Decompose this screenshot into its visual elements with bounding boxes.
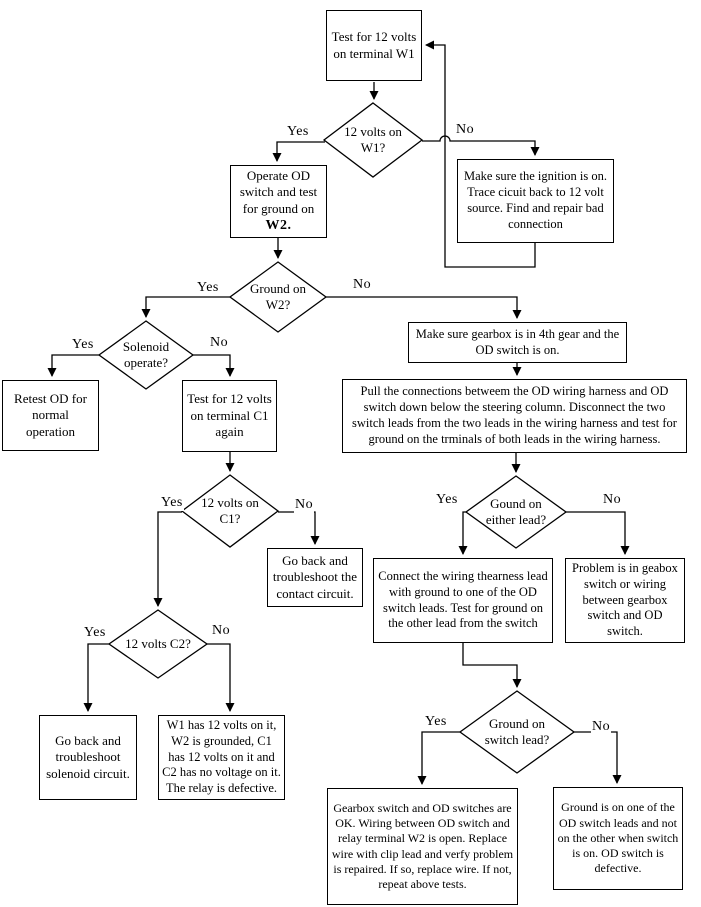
decision-ground-switch-label: Ground on switch lead? (484, 716, 550, 747)
node-test-c1-label: Test for 12 volts on terminal C1 again (187, 391, 272, 440)
edge-label-w1-no: No (456, 122, 475, 137)
edge-groundeither-yes (463, 512, 466, 554)
edge-c1-yes (158, 512, 182, 606)
edge-groundswitch-no (574, 732, 617, 783)
node-contact-circuit (267, 548, 363, 607)
edge-label-groundswitch-no: No (592, 719, 611, 734)
edge-connect-to-groundswitch (463, 643, 517, 687)
edge-groundswitch-yes (422, 732, 460, 784)
edge-groundeither-no (566, 512, 625, 554)
edge-c1-no (278, 512, 315, 544)
node-ignition-label: Make sure the ignition is on. Trace cicuit back to 12 volt source. Find and repair bad connection (463, 169, 608, 231)
node-contact-circuit-label: Go back and troubleshoot the contact circuit. (272, 552, 358, 601)
node-operate-od (230, 165, 327, 238)
edge-c2-yes (88, 644, 109, 711)
node-operate-od-terminal-label: W2. (265, 218, 292, 234)
edge-label-c1-yes: Yes (161, 495, 183, 510)
decision-solenoid-label: Solenoid operate? (122, 339, 170, 370)
node-retest-od-label: Retest OD for normal operation (14, 390, 87, 439)
edge-label-groundw2-no: No (353, 277, 372, 292)
edge-solenoid-no (193, 355, 230, 376)
node-relay-defective-label: W1 has 12 volts on it, W2 is grounded, C1 has 12 volts on it and C2 has no voltage on it. The relay is defective. (162, 717, 281, 796)
node-solenoid-circuit (39, 715, 137, 800)
edge-groundw2-yes (146, 297, 230, 317)
node-test-w1-label: Test for 12 volts on terminal W1 (331, 29, 417, 61)
edge-w1-no (422, 136, 535, 155)
edge-label-c1-no: No (295, 497, 314, 512)
node-gearbox-4th (408, 322, 627, 363)
node-retest-od (2, 380, 99, 451)
node-connect-harness (373, 558, 553, 643)
node-pull-connections-label: Pull the connections betweem the OD wiring harness and OD switch down below the steering column. Disconnect the two switch leads from the two leads in the wiring harness and test for ground on the trminals of both leads in the wiring harness. (352, 384, 677, 446)
edge-label-groundeither-yes: Yes (436, 492, 458, 507)
decision-12v-w1-label: 12 volts on W1? (344, 124, 402, 155)
decision-12v-c1-label: 12 volts on C1? (201, 495, 259, 526)
edge-label-groundswitch-yes: Yes (425, 714, 447, 729)
node-problem-gearbox (565, 558, 685, 643)
edge-c2-no (207, 644, 230, 711)
node-test-w1 (326, 10, 422, 81)
edge-label-solenoid-yes: Yes (72, 337, 94, 352)
node-test-c1 (182, 380, 277, 452)
node-gearbox-ok (327, 788, 518, 905)
node-pull-connections (342, 379, 687, 453)
edge-label-c2-yes: Yes (84, 625, 106, 640)
node-gearbox-4th-label: Make sure gearbox is in 4th gear and the OD switch is on. (415, 326, 620, 357)
node-od-defective-label: Ground is on one of the OD switch leads and not on the other when switch is on. OD switch is defective. (557, 800, 679, 876)
edge-label-groundeither-no: No (603, 492, 622, 507)
node-operate-od-label: Operate OD switch and test for ground on (239, 167, 318, 216)
edge-label-solenoid-no: No (210, 335, 229, 350)
decision-12v-c2-label: 12 volts C2? (125, 636, 191, 652)
edge-label-c2-no: No (212, 623, 231, 638)
node-relay-defective (158, 715, 285, 800)
node-solenoid-circuit-label: Go back and troubleshoot solenoid circuit. (46, 732, 130, 781)
node-ignition (457, 159, 614, 243)
decision-ground-either-label: Gound on either lead? (485, 496, 547, 527)
edge-solenoid-yes (52, 355, 99, 376)
node-gearbox-ok-label: Gearbox switch and OD switches are OK. Wiring between OD switch and relay terminal W2 is open. Replace wire with clip lead and verfy problem is repaired. If so, replace wire. If not, repeat above tests. (331, 800, 514, 891)
decision-ground-w2-label: Ground on W2? (250, 281, 306, 312)
edge-label-groundw2-yes: Yes (197, 280, 219, 295)
edge-label-w1-yes: Yes (287, 124, 309, 139)
node-problem-gearbox-label: Problem is in geabox switch or wiring between gearbox switch and OD switch. (572, 560, 678, 639)
edge-groundw2-no (326, 297, 517, 318)
node-od-defective (553, 787, 683, 890)
edge-w1-yes (277, 142, 325, 161)
node-connect-harness-label: Connect the wiring thearness lead with ground to one of the OD switch leads. Test for ground on the other lead from the switch (378, 568, 548, 631)
